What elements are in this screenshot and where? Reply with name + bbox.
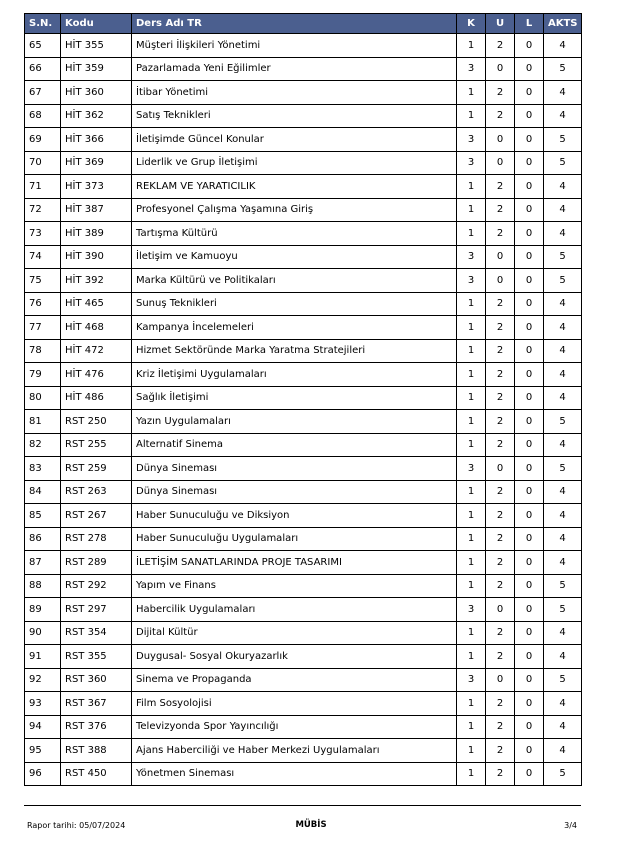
table-row bbox=[25, 57, 582, 81]
cell-l: 0 bbox=[515, 316, 544, 340]
cell-l: 0 bbox=[515, 504, 544, 528]
cell-akts: 4 bbox=[544, 198, 582, 222]
cell-l: 0 bbox=[515, 668, 544, 692]
header-sn: S.N. bbox=[25, 14, 61, 34]
cell-k: 3 bbox=[457, 457, 486, 481]
cell-code: HİT 389 bbox=[61, 222, 132, 246]
cell-l: 0 bbox=[515, 598, 544, 622]
cell-k: 1 bbox=[457, 739, 486, 763]
cell-sn: 69 bbox=[25, 128, 61, 152]
cell-k: 3 bbox=[457, 245, 486, 269]
table-row bbox=[25, 222, 582, 246]
cell-u: 2 bbox=[486, 527, 515, 551]
table-row bbox=[25, 762, 582, 786]
cell-k: 3 bbox=[457, 598, 486, 622]
cell-code: RST 259 bbox=[61, 457, 132, 481]
cell-k: 3 bbox=[457, 57, 486, 81]
table-header-row bbox=[25, 14, 582, 34]
cell-akts: 5 bbox=[544, 598, 582, 622]
cell-course-name: Marka Kültürü ve Politikaları bbox=[132, 269, 457, 293]
table-row bbox=[25, 34, 582, 58]
cell-u: 2 bbox=[486, 34, 515, 58]
cell-code: RST 360 bbox=[61, 668, 132, 692]
table-row bbox=[25, 410, 582, 434]
cell-code: RST 367 bbox=[61, 692, 132, 716]
cell-sn: 65 bbox=[25, 34, 61, 58]
cell-akts: 4 bbox=[544, 104, 582, 128]
cell-u: 2 bbox=[486, 198, 515, 222]
cell-akts: 4 bbox=[544, 386, 582, 410]
header-k: K bbox=[457, 14, 486, 34]
page-number: 3/4 bbox=[564, 821, 577, 830]
cell-sn: 76 bbox=[25, 292, 61, 316]
footer-divider bbox=[24, 805, 581, 806]
cell-course-name: Ajans Haberciliği ve Haber Merkezi Uygulamaları bbox=[132, 739, 457, 763]
cell-course-name: Müşteri İlişkileri Yönetimi bbox=[132, 34, 457, 58]
cell-l: 0 bbox=[515, 692, 544, 716]
cell-sn: 93 bbox=[25, 692, 61, 716]
cell-l: 0 bbox=[515, 198, 544, 222]
cell-course-name: Habercilik Uygulamaları bbox=[132, 598, 457, 622]
cell-akts: 4 bbox=[544, 480, 582, 504]
system-name: MÜBİS bbox=[295, 820, 327, 830]
cell-code: RST 255 bbox=[61, 433, 132, 457]
cell-u: 2 bbox=[486, 574, 515, 598]
cell-sn: 81 bbox=[25, 410, 61, 434]
cell-sn: 90 bbox=[25, 621, 61, 645]
cell-code: HİT 472 bbox=[61, 339, 132, 363]
cell-code: RST 355 bbox=[61, 645, 132, 669]
cell-akts: 4 bbox=[544, 316, 582, 340]
cell-l: 0 bbox=[515, 621, 544, 645]
cell-l: 0 bbox=[515, 457, 544, 481]
cell-sn: 74 bbox=[25, 245, 61, 269]
cell-code: RST 450 bbox=[61, 762, 132, 786]
cell-u: 2 bbox=[486, 386, 515, 410]
cell-l: 0 bbox=[515, 762, 544, 786]
cell-akts: 4 bbox=[544, 292, 582, 316]
cell-code: RST 263 bbox=[61, 480, 132, 504]
cell-code: RST 297 bbox=[61, 598, 132, 622]
course-table bbox=[24, 13, 582, 786]
table-row bbox=[25, 245, 582, 269]
cell-u: 2 bbox=[486, 316, 515, 340]
cell-akts: 4 bbox=[544, 504, 582, 528]
cell-k: 1 bbox=[457, 386, 486, 410]
cell-code: HİT 360 bbox=[61, 81, 132, 105]
cell-k: 1 bbox=[457, 715, 486, 739]
cell-akts: 5 bbox=[544, 668, 582, 692]
table-row bbox=[25, 645, 582, 669]
cell-l: 0 bbox=[515, 574, 544, 598]
cell-akts: 5 bbox=[544, 57, 582, 81]
table-row bbox=[25, 269, 582, 293]
cell-k: 3 bbox=[457, 269, 486, 293]
cell-course-name: Tartışma Kültürü bbox=[132, 222, 457, 246]
cell-k: 3 bbox=[457, 668, 486, 692]
cell-l: 0 bbox=[515, 527, 544, 551]
cell-akts: 4 bbox=[544, 363, 582, 387]
cell-course-name: Duygusal- Sosyal Okuryazarlık bbox=[132, 645, 457, 669]
cell-k: 3 bbox=[457, 151, 486, 175]
cell-akts: 5 bbox=[544, 128, 582, 152]
cell-sn: 84 bbox=[25, 480, 61, 504]
cell-k: 1 bbox=[457, 34, 486, 58]
cell-l: 0 bbox=[515, 81, 544, 105]
cell-u: 2 bbox=[486, 175, 515, 199]
table-row bbox=[25, 504, 582, 528]
cell-sn: 83 bbox=[25, 457, 61, 481]
cell-k: 1 bbox=[457, 175, 486, 199]
cell-akts: 5 bbox=[544, 410, 582, 434]
cell-sn: 95 bbox=[25, 739, 61, 763]
cell-course-name: Pazarlamada Yeni Eğilimler bbox=[132, 57, 457, 81]
cell-sn: 77 bbox=[25, 316, 61, 340]
cell-code: RST 388 bbox=[61, 739, 132, 763]
cell-k: 1 bbox=[457, 527, 486, 551]
cell-course-name: Hizmet Sektöründe Marka Yaratma Stratejileri bbox=[132, 339, 457, 363]
cell-code: HİT 392 bbox=[61, 269, 132, 293]
cell-akts: 5 bbox=[544, 574, 582, 598]
cell-u: 0 bbox=[486, 128, 515, 152]
cell-u: 0 bbox=[486, 245, 515, 269]
cell-course-name: Dünya Sineması bbox=[132, 480, 457, 504]
cell-k: 1 bbox=[457, 222, 486, 246]
cell-course-name: Sağlık İletişimi bbox=[132, 386, 457, 410]
cell-course-name: Satış Teknikleri bbox=[132, 104, 457, 128]
cell-course-name: Sunuş Teknikleri bbox=[132, 292, 457, 316]
cell-u: 0 bbox=[486, 57, 515, 81]
cell-code: RST 354 bbox=[61, 621, 132, 645]
table-row bbox=[25, 480, 582, 504]
cell-u: 2 bbox=[486, 363, 515, 387]
cell-course-name: İletişimde Güncel Konular bbox=[132, 128, 457, 152]
cell-u: 2 bbox=[486, 339, 515, 363]
cell-sn: 82 bbox=[25, 433, 61, 457]
cell-u: 2 bbox=[486, 645, 515, 669]
cell-akts: 4 bbox=[544, 175, 582, 199]
cell-u: 2 bbox=[486, 739, 515, 763]
cell-akts: 4 bbox=[544, 339, 582, 363]
cell-sn: 72 bbox=[25, 198, 61, 222]
cell-akts: 4 bbox=[544, 739, 582, 763]
cell-code: HİT 369 bbox=[61, 151, 132, 175]
cell-course-name: İtibar Yönetimi bbox=[132, 81, 457, 105]
cell-l: 0 bbox=[515, 739, 544, 763]
cell-l: 0 bbox=[515, 245, 544, 269]
cell-course-name: Kriz İletişimi Uygulamaları bbox=[132, 363, 457, 387]
cell-akts: 5 bbox=[544, 269, 582, 293]
table-row bbox=[25, 692, 582, 716]
cell-akts: 4 bbox=[544, 621, 582, 645]
table-row bbox=[25, 527, 582, 551]
table-row bbox=[25, 81, 582, 105]
cell-code: HİT 362 bbox=[61, 104, 132, 128]
cell-u: 0 bbox=[486, 151, 515, 175]
cell-course-name: Sinema ve Propaganda bbox=[132, 668, 457, 692]
table-row bbox=[25, 175, 582, 199]
cell-u: 2 bbox=[486, 104, 515, 128]
header-akts: AKTS bbox=[544, 14, 582, 34]
cell-course-name: Yapım ve Finans bbox=[132, 574, 457, 598]
cell-u: 2 bbox=[486, 504, 515, 528]
table-row bbox=[25, 386, 582, 410]
cell-code: RST 267 bbox=[61, 504, 132, 528]
cell-akts: 4 bbox=[544, 433, 582, 457]
table-row bbox=[25, 551, 582, 575]
cell-k: 1 bbox=[457, 363, 486, 387]
cell-u: 2 bbox=[486, 410, 515, 434]
cell-akts: 5 bbox=[544, 245, 582, 269]
cell-sn: 70 bbox=[25, 151, 61, 175]
cell-l: 0 bbox=[515, 128, 544, 152]
cell-code: HİT 355 bbox=[61, 34, 132, 58]
cell-code: RST 292 bbox=[61, 574, 132, 598]
cell-course-name: İletişim ve Kamuoyu bbox=[132, 245, 457, 269]
cell-akts: 4 bbox=[544, 527, 582, 551]
cell-code: HİT 476 bbox=[61, 363, 132, 387]
cell-sn: 80 bbox=[25, 386, 61, 410]
cell-l: 0 bbox=[515, 386, 544, 410]
cell-k: 1 bbox=[457, 316, 486, 340]
cell-course-name: Yazın Uygulamaları bbox=[132, 410, 457, 434]
cell-code: HİT 486 bbox=[61, 386, 132, 410]
cell-sn: 73 bbox=[25, 222, 61, 246]
cell-sn: 87 bbox=[25, 551, 61, 575]
cell-k: 1 bbox=[457, 762, 486, 786]
cell-u: 0 bbox=[486, 269, 515, 293]
table-row bbox=[25, 292, 582, 316]
header-u: U bbox=[486, 14, 515, 34]
cell-course-name: Alternatif Sinema bbox=[132, 433, 457, 457]
cell-sn: 89 bbox=[25, 598, 61, 622]
cell-course-name: Televizyonda Spor Yayıncılığı bbox=[132, 715, 457, 739]
cell-u: 2 bbox=[486, 292, 515, 316]
cell-l: 0 bbox=[515, 292, 544, 316]
cell-k: 1 bbox=[457, 292, 486, 316]
table-row bbox=[25, 151, 582, 175]
table-row bbox=[25, 668, 582, 692]
cell-l: 0 bbox=[515, 57, 544, 81]
header-code: Kodu bbox=[61, 14, 132, 34]
cell-k: 1 bbox=[457, 339, 486, 363]
cell-k: 1 bbox=[457, 410, 486, 434]
cell-l: 0 bbox=[515, 480, 544, 504]
cell-sn: 71 bbox=[25, 175, 61, 199]
table-row bbox=[25, 574, 582, 598]
table-row bbox=[25, 104, 582, 128]
cell-k: 1 bbox=[457, 433, 486, 457]
cell-sn: 85 bbox=[25, 504, 61, 528]
cell-u: 2 bbox=[486, 433, 515, 457]
cell-akts: 4 bbox=[544, 645, 582, 669]
cell-sn: 79 bbox=[25, 363, 61, 387]
cell-u: 0 bbox=[486, 598, 515, 622]
cell-k: 1 bbox=[457, 692, 486, 716]
cell-l: 0 bbox=[515, 410, 544, 434]
cell-sn: 86 bbox=[25, 527, 61, 551]
cell-u: 2 bbox=[486, 81, 515, 105]
cell-sn: 94 bbox=[25, 715, 61, 739]
cell-sn: 66 bbox=[25, 57, 61, 81]
cell-course-name: Profesyonel Çalışma Yaşamına Giriş bbox=[132, 198, 457, 222]
cell-u: 0 bbox=[486, 457, 515, 481]
cell-k: 1 bbox=[457, 198, 486, 222]
cell-l: 0 bbox=[515, 269, 544, 293]
cell-k: 1 bbox=[457, 104, 486, 128]
cell-u: 2 bbox=[486, 222, 515, 246]
cell-sn: 92 bbox=[25, 668, 61, 692]
cell-code: HİT 465 bbox=[61, 292, 132, 316]
cell-k: 1 bbox=[457, 480, 486, 504]
header-l: L bbox=[515, 14, 544, 34]
cell-course-name: Yönetmen Sineması bbox=[132, 762, 457, 786]
cell-u: 2 bbox=[486, 621, 515, 645]
table-row bbox=[25, 598, 582, 622]
cell-akts: 4 bbox=[544, 692, 582, 716]
cell-code: HİT 366 bbox=[61, 128, 132, 152]
cell-sn: 68 bbox=[25, 104, 61, 128]
cell-k: 1 bbox=[457, 621, 486, 645]
cell-course-name: Haber Sunuculuğu Uygulamaları bbox=[132, 527, 457, 551]
cell-course-name: Kampanya İncelemeleri bbox=[132, 316, 457, 340]
cell-code: RST 278 bbox=[61, 527, 132, 551]
header-course-name: Ders Adı TR bbox=[132, 14, 457, 34]
cell-u: 2 bbox=[486, 692, 515, 716]
cell-u: 2 bbox=[486, 551, 515, 575]
cell-u: 2 bbox=[486, 715, 515, 739]
table-row bbox=[25, 339, 582, 363]
table-row bbox=[25, 621, 582, 645]
cell-l: 0 bbox=[515, 175, 544, 199]
cell-l: 0 bbox=[515, 339, 544, 363]
cell-course-name: Dünya Sineması bbox=[132, 457, 457, 481]
table-row bbox=[25, 433, 582, 457]
cell-sn: 78 bbox=[25, 339, 61, 363]
cell-code: HİT 387 bbox=[61, 198, 132, 222]
table-row bbox=[25, 316, 582, 340]
cell-code: HİT 373 bbox=[61, 175, 132, 199]
cell-akts: 4 bbox=[544, 81, 582, 105]
table-row bbox=[25, 739, 582, 763]
cell-u: 2 bbox=[486, 762, 515, 786]
cell-sn: 91 bbox=[25, 645, 61, 669]
cell-course-name: REKLAM VE YARATICILIK bbox=[132, 175, 457, 199]
cell-course-name: Liderlik ve Grup İletişimi bbox=[132, 151, 457, 175]
cell-akts: 4 bbox=[544, 34, 582, 58]
cell-code: HİT 359 bbox=[61, 57, 132, 81]
cell-course-name: Haber Sunuculuğu ve Diksiyon bbox=[132, 504, 457, 528]
cell-code: RST 250 bbox=[61, 410, 132, 434]
cell-sn: 75 bbox=[25, 269, 61, 293]
cell-course-name: İLETİŞİM SANATLARINDA PROJE TASARIMI bbox=[132, 551, 457, 575]
cell-sn: 96 bbox=[25, 762, 61, 786]
cell-course-name: Dijital Kültür bbox=[132, 621, 457, 645]
report-date: Rapor tarihi: 05/07/2024 bbox=[27, 821, 126, 830]
table-body bbox=[25, 34, 582, 786]
cell-u: 0 bbox=[486, 668, 515, 692]
cell-code: HİT 468 bbox=[61, 316, 132, 340]
cell-code: HİT 390 bbox=[61, 245, 132, 269]
cell-akts: 5 bbox=[544, 457, 582, 481]
cell-k: 1 bbox=[457, 645, 486, 669]
table-row bbox=[25, 363, 582, 387]
cell-l: 0 bbox=[515, 363, 544, 387]
cell-code: RST 289 bbox=[61, 551, 132, 575]
cell-k: 1 bbox=[457, 574, 486, 598]
cell-l: 0 bbox=[515, 645, 544, 669]
cell-l: 0 bbox=[515, 715, 544, 739]
cell-akts: 4 bbox=[544, 222, 582, 246]
cell-l: 0 bbox=[515, 151, 544, 175]
cell-l: 0 bbox=[515, 551, 544, 575]
cell-k: 1 bbox=[457, 81, 486, 105]
cell-sn: 88 bbox=[25, 574, 61, 598]
cell-akts: 5 bbox=[544, 151, 582, 175]
cell-l: 0 bbox=[515, 222, 544, 246]
cell-akts: 4 bbox=[544, 715, 582, 739]
table-row bbox=[25, 715, 582, 739]
table-row bbox=[25, 198, 582, 222]
cell-k: 3 bbox=[457, 128, 486, 152]
cell-l: 0 bbox=[515, 433, 544, 457]
cell-akts: 4 bbox=[544, 551, 582, 575]
cell-k: 1 bbox=[457, 504, 486, 528]
cell-course-name: Film Sosyolojisi bbox=[132, 692, 457, 716]
table-row bbox=[25, 128, 582, 152]
cell-akts: 5 bbox=[544, 762, 582, 786]
cell-k: 1 bbox=[457, 551, 486, 575]
cell-l: 0 bbox=[515, 104, 544, 128]
table-row bbox=[25, 457, 582, 481]
cell-u: 2 bbox=[486, 480, 515, 504]
cell-sn: 67 bbox=[25, 81, 61, 105]
cell-l: 0 bbox=[515, 34, 544, 58]
cell-code: RST 376 bbox=[61, 715, 132, 739]
